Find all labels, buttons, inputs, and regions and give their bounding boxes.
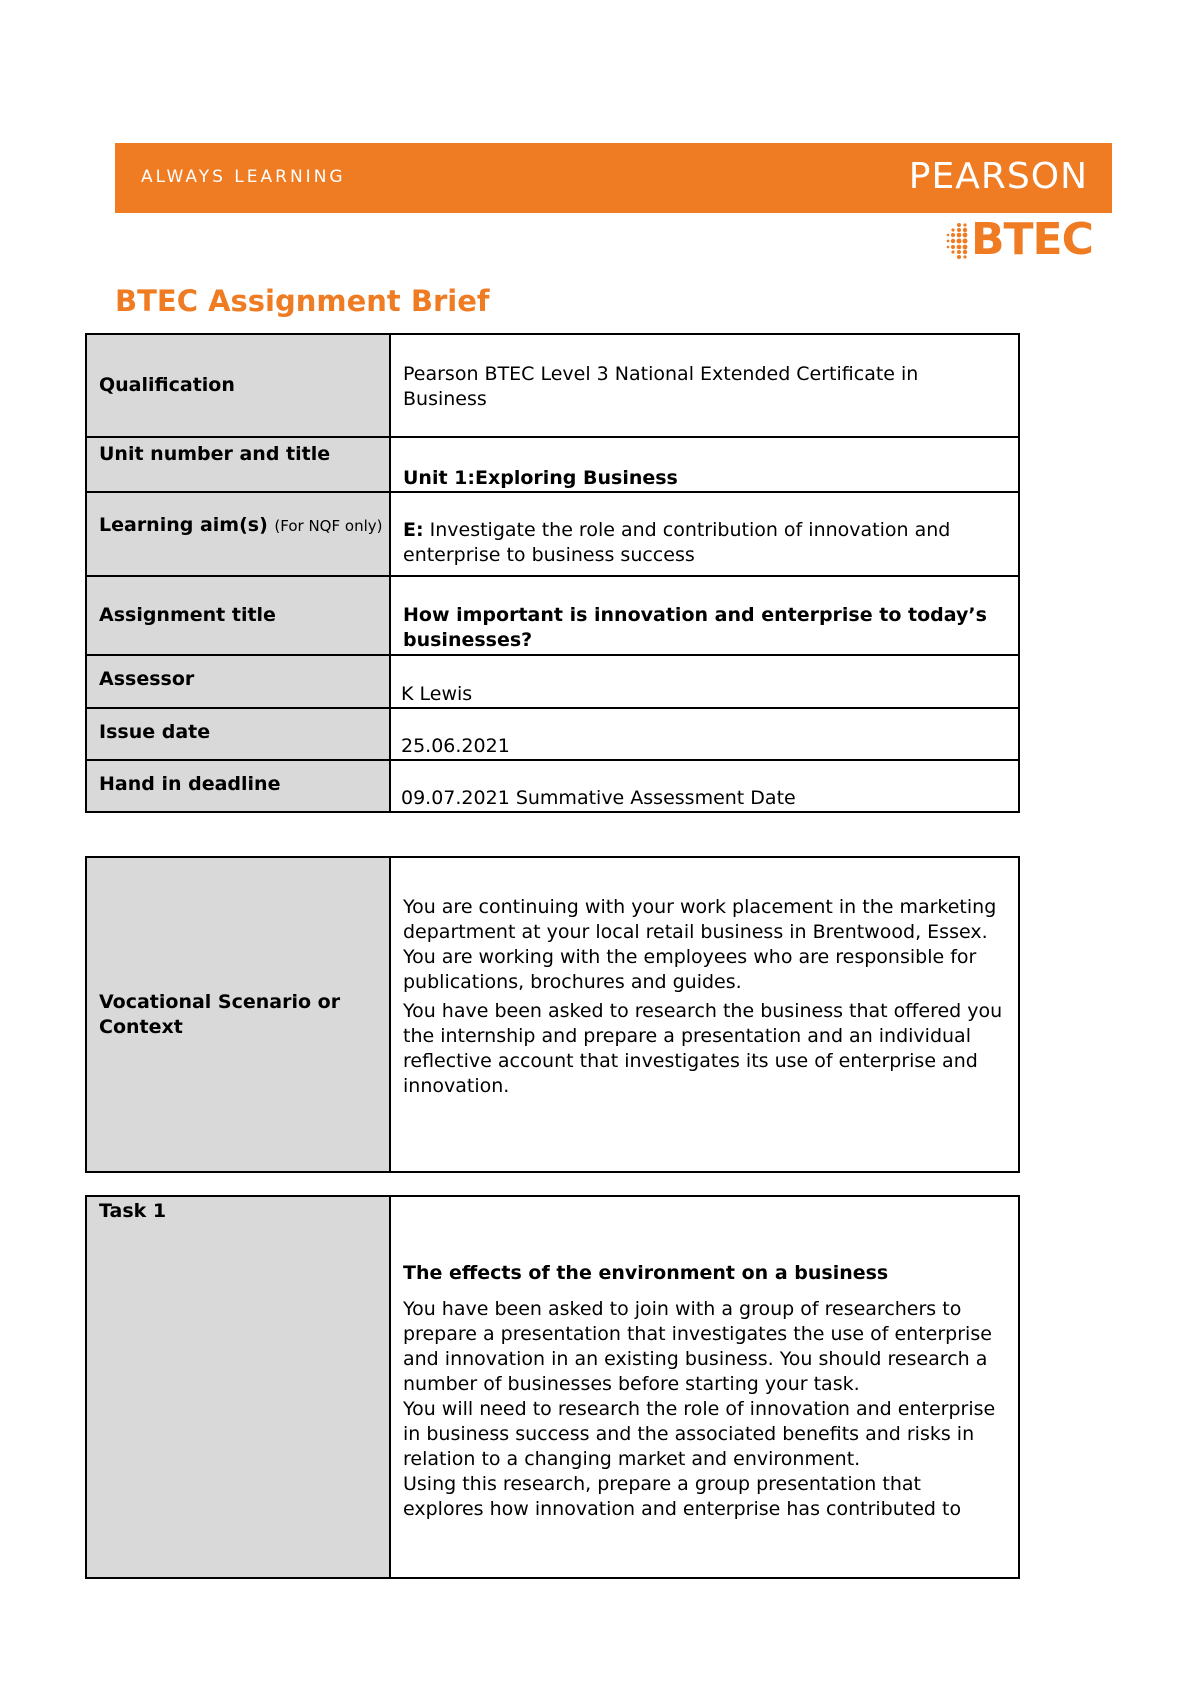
qualification-text: Pearson BTEC Level 3 National Extended Certificate in Business (403, 363, 919, 410)
unit-row (86, 437, 1019, 492)
task1-content (403, 1261, 1006, 1577)
task1-label: Task 1 (86, 1196, 390, 1578)
deadline-label: Hand in deadline (86, 760, 390, 812)
issue-date-value: 25.06.2021 (390, 708, 1019, 760)
assignment-label: Assignment title (86, 576, 390, 655)
scenario-paragraph-2: You have been asked to research the business that offered you the internship and prepare a presentation and an individual reflective account that investigates its use of enterprise and innovation. (403, 1000, 1003, 1097)
learning-aim-text: Investigate the role and contribution of innovation and enterprise to business success (403, 519, 951, 566)
learning-aim-row (86, 492, 1019, 576)
pearson-banner (115, 143, 1112, 213)
unit-value: Unit 1:Exploring Business (390, 437, 1019, 492)
scenario-paragraph-1: You are continuing with your work placement in the marketing department at your local retail business in Brentwood, Essex. You are working with the employees who are responsible for publications, brochures and guides. (403, 896, 997, 993)
task1-table (85, 1195, 1020, 1579)
btec-dots-icon (945, 222, 973, 260)
learning-aim-note: (For NQF only) (274, 517, 383, 535)
deadline-value: 09.07.2021 Summative Assessment Date (390, 760, 1019, 812)
assignment-value: How important is innovation and enterprise to today’s businesses? (390, 576, 1019, 655)
scenario-label: Vocational Scenario or Context (86, 857, 390, 1172)
assignment-row (86, 576, 1019, 655)
learning-aim-label (86, 492, 390, 576)
issue-date-row (86, 708, 1019, 760)
pearson-logo: PEARSON (908, 156, 1088, 197)
qualification-row (86, 334, 1019, 437)
deadline-row (86, 760, 1019, 812)
assessor-label: Assessor (86, 655, 390, 708)
task1-paragraph-1: You have been asked to join with a group of researchers to prepare a presentation that investigates the use of enterprise and innovation in an existing business. You should research a number of businesses before starting your task. (403, 1298, 992, 1395)
qualification-label: Qualification (86, 334, 390, 437)
task1-paragraph-3: Using this research, prepare a group presentation that explores how innovation and enterprise has contributed to (403, 1473, 962, 1520)
issue-date-label: Issue date (86, 708, 390, 760)
unit-label: Unit number and title (86, 437, 390, 492)
page-title: BTEC Assignment Brief (115, 284, 490, 318)
scenario-table (85, 856, 1020, 1173)
learning-aim-label-text: Learning aim(s) (99, 514, 268, 536)
task1-heading: The effects of the environment on a business (403, 1262, 889, 1284)
scenario-value (390, 857, 1019, 1172)
learning-aim-code: E: (403, 519, 424, 541)
assessor-row (86, 655, 1019, 708)
task1-row (86, 1196, 1019, 1578)
assessor-value: K Lewis (390, 655, 1019, 708)
btec-wordmark: BTEC (971, 214, 1093, 265)
learning-aim-value (390, 492, 1019, 576)
scenario-row (86, 857, 1019, 1172)
qualification-value (390, 334, 1019, 437)
task1-value (390, 1196, 1019, 1578)
btec-logo (945, 216, 1095, 266)
details-table (85, 333, 1020, 813)
banner-tagline: ALWAYS LEARNING (141, 167, 346, 187)
task1-paragraph-2: You will need to research the role of innovation and enterprise in business success and the associated benefits and risks in relation to a changing market and environment. (403, 1398, 996, 1470)
